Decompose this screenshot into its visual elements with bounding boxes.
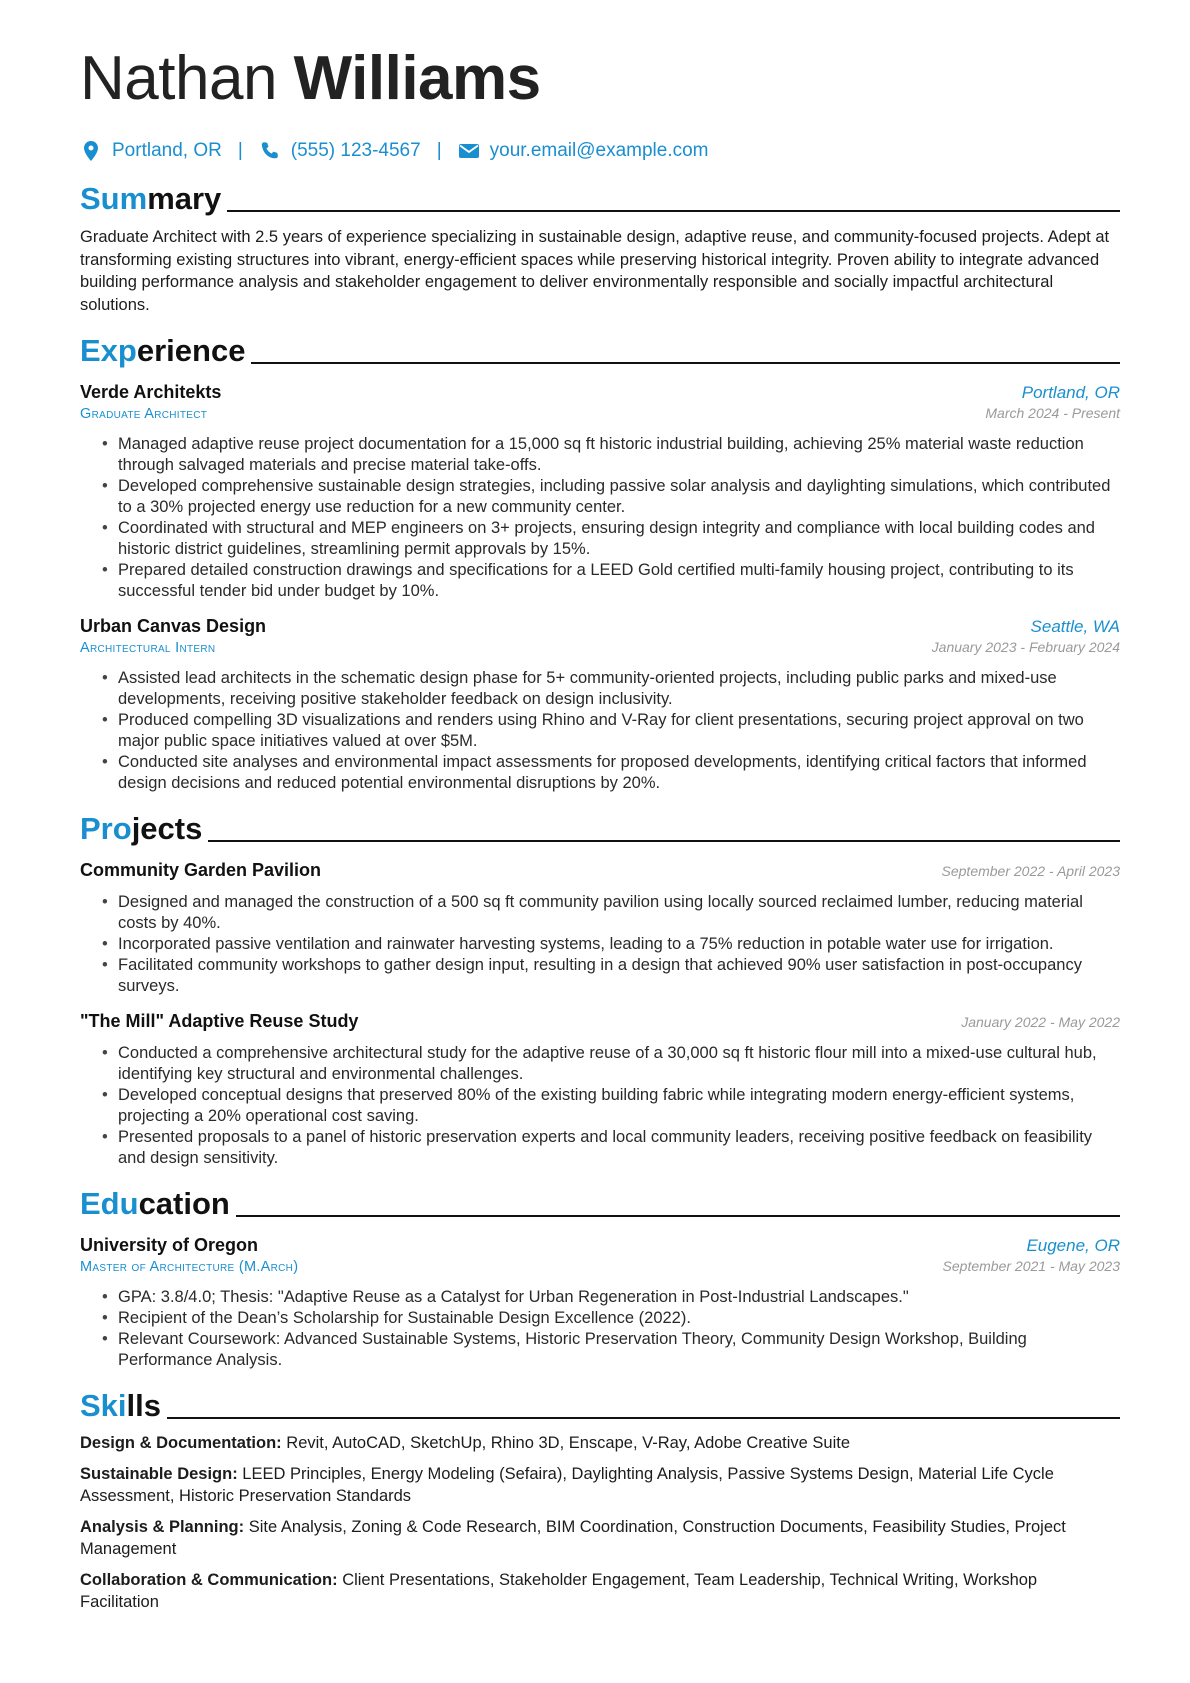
skill-value: Site Analysis, Zoning & Code Research, BIM Coordination, Construction Documents, Feasibility Studies, Project Management: [80, 1518, 1066, 1558]
contact-separator: |: [436, 140, 442, 161]
bullet-item: • Assisted lead architects in the schematic design phase for 5+ community-oriented projects, including public parks and mixed-use developments, receiving positive stakeholder feedback on design inclusivity.: [118, 668, 1120, 710]
bullet-list: [80, 434, 1120, 602]
skill-label: Collaboration & Communication:: [80, 1571, 338, 1589]
skill-value: Client Presentations, Stakeholder Engagement, Team Leadership, Technical Writing, Workshop Facilitation: [80, 1571, 1038, 1611]
bullet-item: • Coordinated with structural and MEP engineers on 3+ projects, ensuring design integrity and compliance with local building codes and historic district guidelines, streamlining permit approvals by 15%.: [118, 518, 1120, 560]
bullet-item: • Managed adaptive reuse project documentation for a 15,000 sq ft historic industrial building, achieving 25% material waste reduction through salvaged materials and precise material take-offs.: [118, 434, 1120, 476]
section-title-projects: Projects: [80, 811, 203, 846]
entry-dates: January 2022 - May 2022: [961, 1014, 1120, 1030]
bullet-list: [80, 1043, 1120, 1169]
entry-location: Portland, OR: [1021, 383, 1120, 402]
contact-line: [80, 138, 1120, 164]
bullet-item: • Designed and managed the construction of a 500 sq ft community pavilion using locally sourced reclaimed lumber, reducing material costs by 40%.: [118, 892, 1120, 934]
bullet-list: [80, 668, 1120, 794]
bullet-list: [80, 1287, 1120, 1371]
education-entry: [80, 1233, 1120, 1371]
contact-separator: |: [237, 140, 243, 161]
section-title-experience: Experience: [80, 333, 246, 368]
section-header-summary: [80, 178, 1120, 216]
project-title: "The Mill" Adaptive Reuse Study: [80, 1011, 359, 1031]
skill-line: [80, 1569, 1120, 1613]
school-name: University of Oregon: [80, 1235, 259, 1255]
project-entry: [80, 858, 1120, 997]
bullet-item: • Conducted a comprehensive architectural study for the adaptive reuse of a 30,000 sq ft historic flour mill into a mixed-use cultural hub, identifying key structural and environmental challenges.: [118, 1043, 1120, 1085]
candidate-name: [80, 44, 1120, 114]
section-header-education: [80, 1183, 1120, 1221]
summary-text: Graduate Architect with 2.5 years of experience specializing in sustainable design, adaptive reuse, and community-focused projects. Adept at transforming existing structures into vibrant, energy-efficient spaces while preserving historical integrity. Proven ability to integrate advanced building performance analysis and stakeholder engagement to deliver environmentally responsible and socially impactful architectural solutions.: [80, 228, 1110, 314]
bullet-list: [80, 892, 1120, 997]
contact-phone[interactable]: [259, 140, 421, 162]
degree-name: Master of Architecture (M.Arch): [80, 1259, 299, 1275]
last-name: Williams: [293, 44, 541, 113]
bullet-item: • Produced compelling 3D visualizations and renders using Rhino and V-Ray for client presentations, securing project approval on two major public space initiatives valued at over $5M.: [118, 710, 1120, 752]
contact-email[interactable]: [458, 140, 709, 162]
entry-location: Seattle, WA: [1030, 617, 1120, 636]
bullet-item: • Facilitated community workshops to gather design input, resulting in a design that achieved 90% user satisfaction in post-occupancy surveys.: [118, 955, 1120, 997]
section-rule: [251, 362, 1120, 364]
section-rule: [167, 1417, 1120, 1419]
job-role: Graduate Architect: [80, 406, 208, 422]
bullet-item: • Recipient of the Dean’s Scholarship for Sustainable Design Excellence (2022).: [118, 1308, 1120, 1329]
location-pin-icon: [80, 140, 102, 162]
entry-location: Eugene, OR: [1026, 1236, 1120, 1255]
resume-content: [80, 44, 1120, 1613]
bullet-item: • Developed conceptual designs that preserved 80% of the existing building fabric while integrating modern energy-efficient systems, projecting a 20% operational cost saving.: [118, 1085, 1120, 1127]
skill-label: Design & Documentation:: [80, 1434, 282, 1452]
first-name: Nathan: [80, 44, 277, 113]
bullet-item: • Incorporated passive ventilation and rainwater harvesting systems, leading to a 75% reduction in potable water use for irrigation.: [118, 934, 1120, 955]
bullet-item: • GPA: 3.8/4.0; Thesis: "Adaptive Reuse as a Catalyst for Urban Regeneration in Post-Industrial Landscapes.": [118, 1287, 1120, 1308]
entry-dates: September 2021 - May 2023: [942, 1258, 1120, 1274]
skill-label: Analysis & Planning:: [80, 1518, 245, 1536]
entry-dates: January 2023 - February 2024: [931, 639, 1120, 655]
bullet-item: • Conducted site analyses and environmental impact assessments for proposed developments, identifying critical factors that informed design decisions and reduced potential environmental disruptions by 20%.: [118, 752, 1120, 794]
experience-entry: [80, 380, 1120, 602]
skill-line: [80, 1463, 1120, 1507]
job-role: Architectural Intern: [80, 640, 216, 656]
section-rule: [236, 1215, 1120, 1217]
entry-dates: September 2022 - April 2023: [941, 863, 1120, 879]
skill-label: Sustainable Design:: [80, 1465, 238, 1483]
bullet-item: • Relevant Coursework: Advanced Sustainable Systems, Historic Preservation Theory, Community Design Workshop, Building Performance Analysis.: [118, 1329, 1120, 1371]
bullet-item: • Presented proposals to a panel of historic preservation experts and local community leaders, receiving positive feedback on feasibility and design sensitivity.: [118, 1127, 1120, 1169]
section-title-education: Education: [80, 1186, 230, 1221]
section-header-skills: [80, 1385, 1120, 1423]
phone-icon: [259, 140, 281, 162]
section-title-skills: Skills: [80, 1388, 161, 1423]
company-name: Urban Canvas Design: [80, 616, 267, 636]
bullet-item: • Prepared detailed construction drawings and specifications for a LEED Gold certified multi-family housing project, contributing to its successful tender bid under budget by 10%.: [118, 560, 1120, 602]
section-header-experience: [80, 330, 1120, 368]
section-rule: [208, 840, 1120, 842]
project-entry: [80, 1009, 1120, 1169]
phone-text[interactable]: (555) 123-4567: [290, 140, 421, 161]
skill-value: Revit, AutoCAD, SketchUp, Rhino 3D, Enscape, V-Ray, Adobe Creative Suite: [286, 1434, 851, 1452]
experience-entry: [80, 614, 1120, 794]
envelope-icon: [458, 140, 480, 162]
section-title-summary: Summary: [80, 181, 222, 216]
bullet-item: • Developed comprehensive sustainable design strategies, including passive solar analysis and daylighting simulations, which contributed to a 30% projected energy use reduction for a new community center.: [118, 476, 1120, 518]
company-name: Verde Architekts: [80, 382, 222, 402]
skill-line: [80, 1432, 1120, 1454]
section-rule: [227, 210, 1120, 212]
section-header-projects: [80, 808, 1120, 846]
location-text: Portland, OR: [112, 140, 222, 161]
email-link[interactable]: your.email@example.com: [489, 140, 709, 161]
entry-dates: March 2024 - Present: [985, 405, 1120, 421]
contact-location: [80, 140, 222, 162]
skill-line: [80, 1516, 1120, 1560]
skill-value: LEED Principles, Energy Modeling (Sefaira), Daylighting Analysis, Passive Systems Design, Material Life Cycle Assessment, Historic Preservation Standards: [80, 1465, 1054, 1505]
project-title: Community Garden Pavilion: [80, 860, 322, 880]
